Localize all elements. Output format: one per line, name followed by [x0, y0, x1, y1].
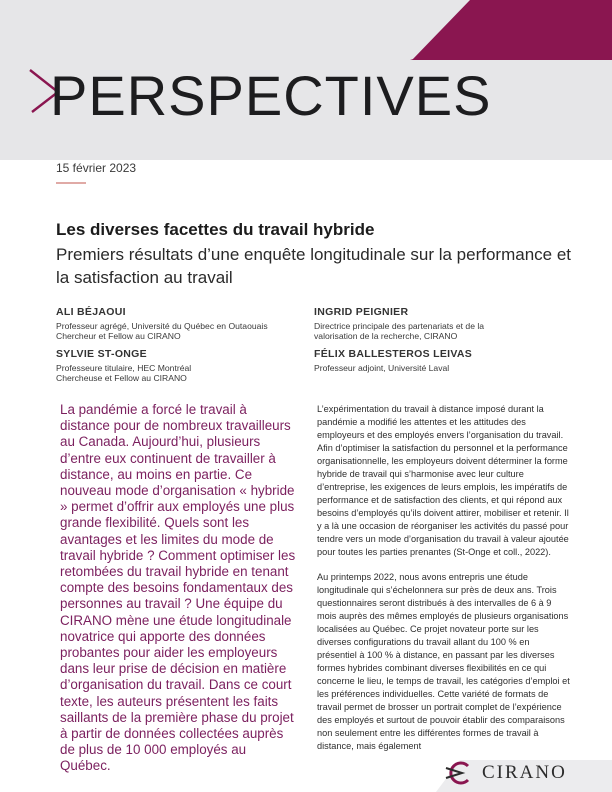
- author-block: [56, 349, 296, 384]
- author-block: [314, 349, 564, 373]
- date-divider: [56, 182, 86, 184]
- intro-paragraph: La pandémie a forcé le travail à distance pour de nombreux travailleurs au Canada. Aujourd’hui, plusieurs d’entre eux continuent de travailler à distance, au moins en partie. Ce nouveau mode d’organisation « hybride » permet d’offrir aux employés une plus grande flexibilité. Quels sont les avantages et les limites du mode de travail hybride ? Comment optimiser les retombées du travail hybride en tenant compte des besoins fondamentaux des personnes au travail ? Une équipe du CIRANO mène une étude longitudinale novatrice qui apporte des données probantes pour aider les employeurs dans leur prise de décision en matière d’organisation du travail. Dans ce court texte, les auteurs présentent les faits saillants de la première phase du projet à partir de données collectées auprès de plus de 10 000 employés au Québec.: [60, 402, 296, 774]
- body-paragraph: L’expérimentation du travail à distance imposé durant la pandémie a modifié les attentes et les attitudes des employeurs et des employés envers l’organisation du travail. Afin d’optimiser la satisfaction du personnel et la performance organisationnelle, les employeurs doivent déterminer la forme hybride de travail qui s’harmonise avec leur culture d’entreprise, les exigences de leurs emplois, les impératifs de performance et de satisfaction des clients, et qui répond aux besoins d’employés qu’ils doivent attirer, mobiliser et retenir. Il y a là une occasion de réorganiser les activités du passé pour tendre vers un mode d’organisation du travail à valeur ajoutée pour toutes les parties prenantes (St-Onge et coll., 2022).: [317, 404, 569, 557]
- author-affiliation: Directrice principale des partenariats et de la: [314, 320, 485, 331]
- publication-date: 15 février 2023: [56, 161, 137, 175]
- author-name: FÉLIX BALLESTEROS LEIVAS: [314, 348, 473, 360]
- cirano-logo-text: CIRANO: [482, 762, 567, 783]
- author-affiliation: Chercheur et Fellow au CIRANO: [56, 331, 181, 341]
- author-affiliation: Professeur agrégé, Université du Québec en Outaouais: [56, 320, 268, 331]
- publication-title: PERSPECTIVES: [50, 64, 492, 127]
- author-affiliation: valorisation de la recherche, CIRANO: [314, 331, 458, 341]
- cirano-logo: [440, 760, 600, 786]
- author-block: [56, 307, 296, 342]
- author-name: SYLVIE ST-ONGE: [56, 348, 147, 360]
- body-column: [317, 403, 570, 765]
- author-block: [314, 307, 564, 342]
- author-name: INGRID PEIGNIER: [314, 306, 409, 318]
- author-affiliation: Professeure titulaire, HEC Montréal: [56, 362, 192, 373]
- author-affiliation: Chercheuse et Fellow au CIRANO: [56, 373, 187, 383]
- article-subtitle: Premiers résultats d’une enquête longitudinale sur la performance et la satisfaction au travail: [56, 245, 572, 287]
- author-affiliation: Professeur adjoint, Université Laval: [314, 362, 450, 373]
- article-headline: Les diverses facettes du travail hybride: [56, 220, 375, 239]
- accent-band: [412, 0, 612, 60]
- body-paragraph: Au printemps 2022, nous avons entrepris une étude longitudinale qui s’échelonnera sur près de deux ans. Trois questionnaires seront distribués à des intervalles de 6 à 9 mois auprès des mêmes employés de plusieurs organisations localisées au Québec. Ce projet novateur porte sur les diverses configurations du travail allant du 100 % en présentiel à 100 % à distance, en passant par les diverses formes hybrides combinant diverses flexibilités en ce qui concerne le lieu, le temps de travail, les catégories d’emploi et les préférences individuelles. Cette variété de formats de travail permet de brosser un portrait complet de l’expérience des employés et surtout de pouvoir établir des comparaisons non seulement entre les différentes formes de travail à distance, mais également: [317, 572, 570, 751]
- author-name: ALI BÉJAOUI: [56, 306, 126, 318]
- cirano-logo-icon: [440, 760, 480, 786]
